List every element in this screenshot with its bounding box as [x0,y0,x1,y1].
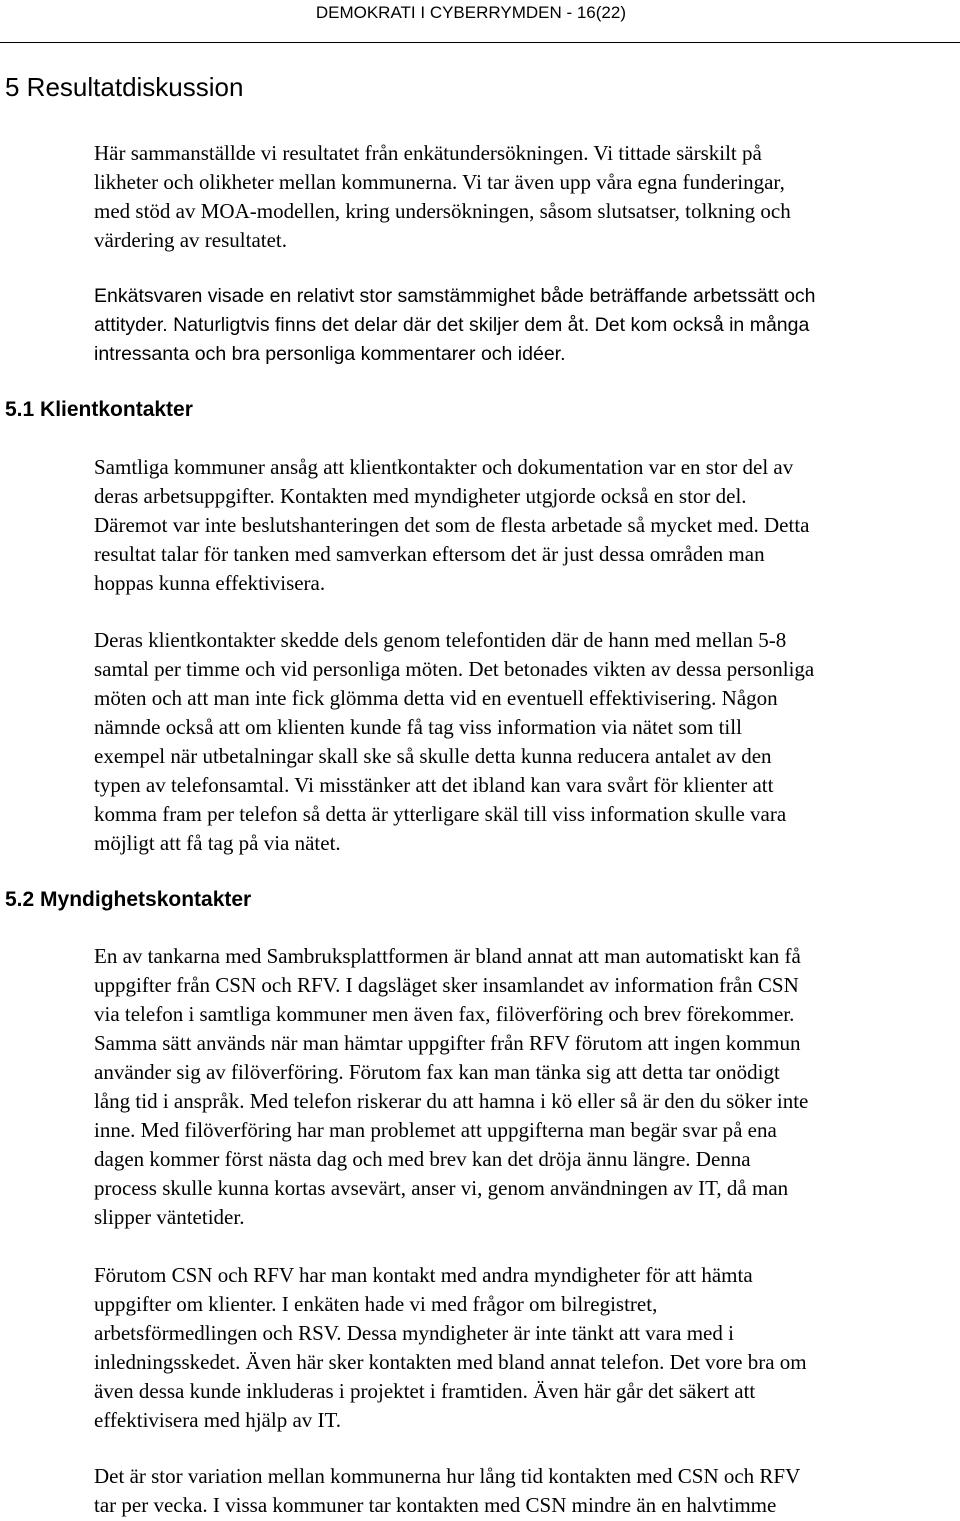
text-line: slipper väntetider. [94,1205,245,1229]
text-line: Enkätsvaren visade en relativt stor samstämmighet både beträffande arbetssätt och [94,285,816,307]
header-initial-d: D [315,3,329,22]
text-line: effektivisera med hjälp av IT. [94,1408,342,1432]
text-line: intressanta och bra personliga kommentarer och idéer. [94,343,566,365]
text-line: Det är stor variation mellan kommunerna hur lång tid kontakten med CSN och RFV [94,1464,801,1488]
text-line: nämnde också att om klienten kunde få tag viss information via nätet som till [94,715,742,739]
text-line: med stöd av MOA-modellen, kring undersökningen, såsom slutsatser, tolkning och [94,199,791,223]
section-heading-5-1: 5.1 Klientkontakter [5,398,193,421]
text-line: typen av telefonsamtal. Vi misstänker att det ibland kan vara svårt för klienter att [94,773,774,797]
text-line: inne. Med filöverföring har man problemet att uppgifterna man begär svar på ena [94,1118,777,1142]
text-line: uppgifter från CSN och RFV. I dagsläget sker insamlandet av information från CSN [94,973,799,997]
text-line: tar per vecka. I vissa kommuner tar kontakten med CSN mindre än en halvtimme [94,1493,777,1517]
text-line: lång tid i anspråk. Med telefon riskerar du att hamna i kö eller så är den du söker inte [94,1089,809,1113]
header-word-cyberrymden: YBERRYMDEN [442,3,562,22]
text-line: dagen kommer först nästa dag och med brev kan det dröja ännu längre. Denna [94,1147,751,1171]
header-page-number: - 16(22) [561,3,626,22]
text-line: likheter och olikheter mellan kommunerna. Vi tar även upp våra egna funderingar, [94,170,785,194]
section-heading-5-2: 5.2 Myndighetskontakter [5,888,252,911]
paragraph [94,1261,956,1435]
text-line: värdering av resultatet. [94,228,287,252]
text-line: Samtliga kommuner ansåg att klientkontakter och dokumentation var en stor del av [94,455,794,479]
text-line: även dessa kunde inkluderas i projektet i framtiden. Även här går det säkert att [94,1379,756,1403]
text-line: Här sammanställde vi resultatet från enkätundersökningen. Vi tittade särskilt på [94,141,762,165]
text-line: inledningsskedet. Även här sker kontakten med bland annat telefon. Det vore bra om [94,1350,807,1374]
paragraph [94,282,956,369]
text-line: komma fram per telefon så detta är ytterligare skäl till viss information skulle vara [94,802,787,826]
text-line: attityder. Naturligtvis finns det delar där det skiljer dem åt. Det kom också in många [94,314,810,336]
text-line: hoppas kunna effektivisera. [94,571,326,595]
paragraph [94,1462,956,1520]
text-line: Däremot var inte beslutshanteringen det som de flesta arbetade så mycket med. Detta [94,513,810,537]
text-line: deras arbetsuppgifter. Kontakten med myndigheter utgjorde också en stor del. [94,484,747,508]
text-line: använder sig av filöverföring. Förutom fax kan man tänka sig att detta tar onödigt [94,1060,780,1084]
text-line: Förutom CSN och RFV har man kontakt med andra myndigheter för att hämta [94,1263,753,1287]
text-line: Samma sätt används när man hämtar uppgifter från RFV förutom att ingen kommun [94,1031,801,1055]
header-word-demokrati: EMOKRATI I [328,3,430,22]
text-line: samtal per timme och vid personliga möten. Det betonades vikten av dessa personliga [94,657,815,681]
text-line: exempel när utbetalningar skall ske så skulle detta kunna reducera antalet av den [94,744,772,768]
text-line: uppgifter om klienter. I enkäten hade vi med frågor om bilregistret, [94,1292,658,1316]
text-line: En av tankarna med Sambruksplattformen är bland annat att man automatiskt kan få [94,944,801,968]
text-line: arbetsförmedlingen och RSV. Dessa myndigheter är inte tänkt att vara med i [94,1321,734,1345]
text-line: resultat talar för tanken med samverkan eftersom det är just dessa områden man [94,542,765,566]
text-line: möjligt att få tag på via nätet. [94,831,341,855]
text-line: möten och att man inte fick glömma detta vid en eventuell effektivisering. Någon [94,686,778,710]
paragraph [94,453,956,598]
header-initial-c: C [429,3,443,22]
paragraph [94,942,956,1232]
text-line: via telefon i samtliga kommuner men även fax, filöverföring och brev förekommer. [94,1002,795,1026]
text-line: process skulle kunna kortas avsevärt, anser vi, genom användningen av IT, då man [94,1176,789,1200]
running-header [316,2,626,24]
paragraph [94,139,956,255]
section-heading-5: 5 Resultatdiskussion [5,72,244,102]
header-rule [0,42,960,43]
paragraph [94,626,956,858]
text-line: Deras klientkontakter skedde dels genom telefontiden där de hann med mellan 5-8 [94,628,787,652]
